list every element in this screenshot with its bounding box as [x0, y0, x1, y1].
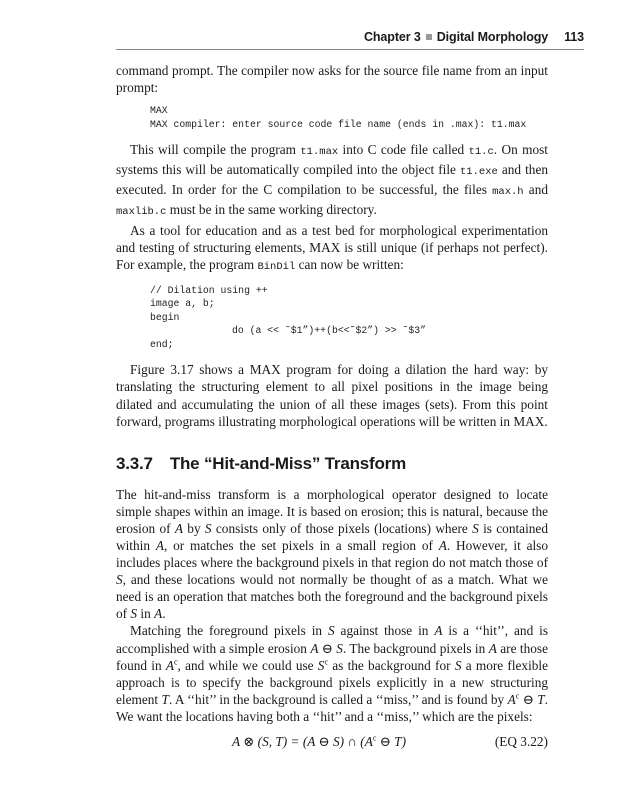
text-run: into C code file called: [338, 142, 469, 158]
text-run: . The background pixels in: [342, 640, 489, 656]
inline-code: t1.c: [468, 146, 494, 159]
inline-code: BinDil: [257, 260, 296, 273]
math-superscript: c: [372, 733, 377, 743]
math-var: T: [161, 691, 169, 707]
equation-number: (EQ 3.22): [494, 734, 548, 750]
text-run: , and these locations would not normally be thought of as a match. What we need is an operation that matches both the foreground and the background pixels of: [116, 572, 548, 622]
text-run: are those found in: [116, 640, 548, 673]
text-run: in: [137, 606, 155, 622]
text-run: against those in: [334, 623, 435, 639]
equation-main: A ⊗ (S, T) = (A ⊖ S) ∩ (A: [232, 734, 373, 750]
chapter-label: Chapter 3: [363, 30, 421, 44]
code-line: do (a << ˜$1”)++(b<<˜$2”) >> ˜$3”: [232, 325, 427, 337]
code-line: begin: [150, 311, 180, 323]
text-run: , or matches the set pixels in a small region of: [163, 538, 439, 553]
paragraph-5: [116, 486, 548, 623]
text-run: , and while we could use: [177, 657, 318, 673]
math-var: A: [154, 606, 163, 622]
section-title: The “Hit-and-Miss” Transform: [169, 453, 407, 473]
text-run: as the background for: [328, 657, 455, 673]
inline-code: t1.exe: [460, 166, 498, 179]
text-run: . A ‘‘hit’’ in the background is called a ‘‘miss,’’ and is found by: [168, 691, 508, 707]
equation-expression: [232, 734, 406, 750]
code-line: end;: [150, 338, 174, 350]
paragraph-1: command prompt. The compiler now asks for the source file name from an input prompt:: [116, 63, 548, 96]
math-var: S: [472, 520, 479, 536]
math-var: A: [507, 691, 516, 707]
text-run: . However, it also includes places where the background pixels in that region do not match those of: [116, 538, 548, 571]
chapter-title: Digital Morphology: [436, 30, 549, 44]
code-line: MAX: [150, 105, 168, 117]
text-run: Matching the foreground pixels in: [130, 623, 328, 639]
text-run: a more flexible approach is to specify the background pixels explicitly in a new structuring element: [116, 657, 549, 707]
text-run: and then executed. In order for the C compilation to be successful, the files: [116, 162, 548, 198]
math-var: A: [434, 623, 443, 639]
math-superscript: c: [324, 657, 329, 667]
paragraph-3: [116, 222, 548, 276]
running-header: [116, 30, 584, 44]
math-expr: ⊖ T: [519, 691, 545, 707]
equation-end: ⊖ T): [376, 734, 407, 750]
math-var: S: [204, 520, 212, 536]
header-rule: [116, 49, 584, 50]
math-var: S: [116, 572, 123, 588]
math-var: S: [317, 657, 325, 673]
paragraph-2: [116, 141, 548, 221]
math-var: A: [155, 538, 164, 553]
page-number: 113: [564, 30, 584, 44]
math-var: A: [165, 657, 174, 673]
code-line: image a, b;: [150, 298, 215, 310]
text-run: The hit-and-miss transform is a morphological operator designed to locate simple shapes within an image. It is based on erosion; this is natural, because the erosion of: [116, 486, 548, 536]
paragraph-6: [116, 622, 548, 725]
separator-square-icon: [426, 34, 432, 40]
text-run: is contained within: [116, 520, 548, 553]
math-var: S: [454, 657, 462, 673]
text-run: by: [182, 520, 205, 536]
text-run: This will compile the program: [130, 142, 301, 158]
text-run: and: [523, 182, 548, 198]
code-line: // Dilation using ++: [150, 284, 268, 296]
equation-3-22: [116, 734, 548, 752]
text-run: is a ‘‘hit’’, and is accomplished with a simple erosion: [116, 623, 548, 656]
math-var: S: [327, 623, 335, 639]
section-number: 3.3.7: [116, 453, 153, 473]
code-block-compiler: [116, 104, 548, 131]
text-run: consists only of those pixels (locations) where: [211, 520, 473, 536]
math-superscript: c: [173, 657, 178, 667]
math-var: A: [174, 520, 183, 536]
text-run: .: [162, 606, 166, 622]
math-expr: A ⊖ S: [310, 640, 343, 656]
paragraph-4: Figure 3.17 shows a MAX program for doing a dilation the hard way: by translating the structuring element to all pixel positions in the image being dilated and accumulating the union of all these images (sets). From this point forward, programs illustrating morphological operations will be written in MAX.: [116, 362, 548, 429]
math-var: A: [488, 640, 497, 656]
math-var: S: [130, 606, 138, 622]
text-run: must be in the same working directory.: [166, 202, 377, 218]
inline-code: max.h: [492, 186, 524, 199]
inline-code: t1.max: [300, 146, 339, 159]
section-heading: [116, 454, 548, 474]
text-run: As a tool for education and as a test bed for morphological experimentation and testing of structuring elements, MAX is still unique (if perhaps not perfect). For example, the program: [116, 222, 548, 272]
page-body: [116, 62, 548, 752]
text-run: . On most systems this will be automatically compiled into the object file: [116, 142, 548, 178]
text-run: . We want the locations having both a ‘‘hit’’ and a ‘‘miss,’’ which are the pixels:: [116, 691, 548, 724]
code-line: MAX compiler: enter source code file name (ends in .max): t1.max: [150, 118, 527, 130]
math-superscript: c: [515, 691, 520, 701]
math-var: A: [438, 538, 447, 553]
code-block-bindil: [116, 284, 548, 352]
inline-code: maxlib.c: [116, 206, 167, 219]
text-run: can now be written:: [295, 256, 404, 272]
